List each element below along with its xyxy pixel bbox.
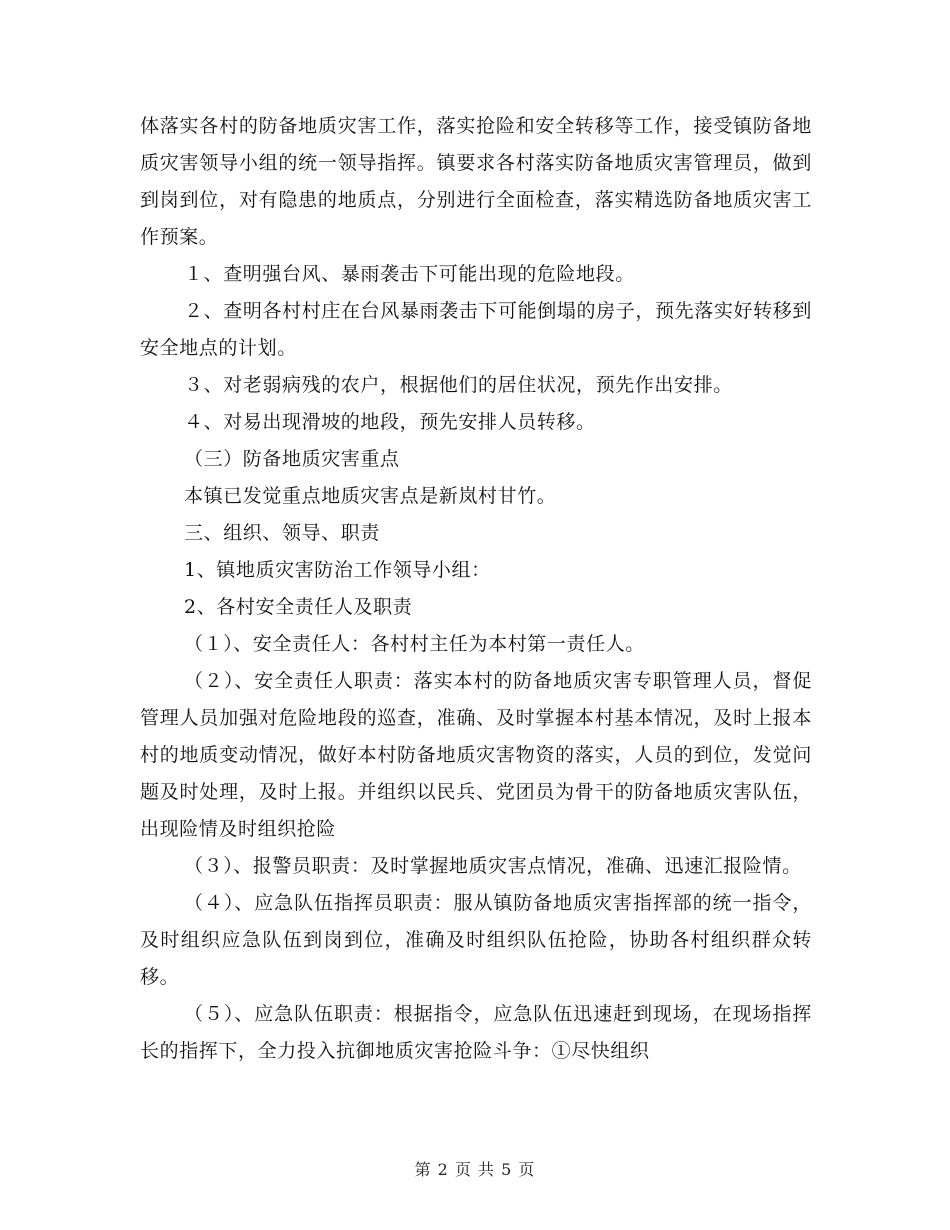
paragraph-key-point: 本镇已发觉重点地质灾害点是新岚村甘竹。: [184, 485, 557, 507]
subheading-village-responsibility: 2、各村安全责任人及职责: [184, 596, 413, 618]
section-heading-key-points: （三）防备地质灾害重点: [184, 448, 400, 470]
duty-item-4: （４）、应急队伍指挥员职责：服从镇防备地质灾害指挥部的统一指令，及时组织应急队伍到岗到位，准确及时组织队伍抢险，协助各村组织群众转移。: [140, 892, 812, 988]
section-heading-organization: 三、组织、领导、职责: [184, 522, 381, 544]
page-number-footer: 第 2 页 共 5 页: [414, 1160, 536, 1179]
duty-item-2: （２）、安全责任人职责：落实本村的防备地质灾害专职管理人员，督促管理人员加强对危险地段的巡查，准确、及时掌握本村基本情况，及时上报本村的地质变动情况，做好本村防备地质灾害物资的落实，人员的到位，发觉问题及时处理，及时上报。并组织以民兵、党团员为骨干的防备地质灾害队伍，出现险情及时组织抢险: [140, 670, 812, 840]
list-item-1: １、查明强台风、暴雨袭击下可能出现的危险地段。: [184, 263, 635, 285]
list-item-4: ４、对易出现滑坡的地段，预先安排人员转移。: [184, 411, 596, 433]
subheading-leadership-group: 1、镇地质灾害防治工作领导小组：: [184, 559, 491, 581]
paragraph-continued-intro: 体落实各村的防备地质灾害工作，落实抢险和安全转移等工作，接受镇防备地质灾害领导小组的统一领导指挥。镇要求各村落实防备地质灾害管理员，做到到岗到位，对有隐患的地质点，分别进行全面检查，落实精选防备地质灾害工作预案。: [140, 115, 812, 248]
list-item-3: ３、对老弱病残的农户，根据他们的居住状况，预先作出安排。: [184, 374, 733, 396]
document-body: [140, 108, 812, 1070]
duty-item-3: （３）、报警员职责：及时掌握地质灾害点情况，准确、迅速汇报险情。: [184, 855, 802, 877]
duty-item-1: （１）、安全责任人：各村村主任为本村第一责任人。: [184, 633, 645, 655]
list-item-2: ２、查明各村村庄在台风暴雨袭击下可能倒塌的房子，预先落实好转移到安全地点的计划。: [140, 300, 812, 359]
duty-item-5: （５）、应急队伍职责：根据指令，应急队伍迅速赶到现场，在现场指挥长的指挥下，全力投入抗御地质灾害抢险斗争：①尽快组织: [140, 1003, 812, 1062]
